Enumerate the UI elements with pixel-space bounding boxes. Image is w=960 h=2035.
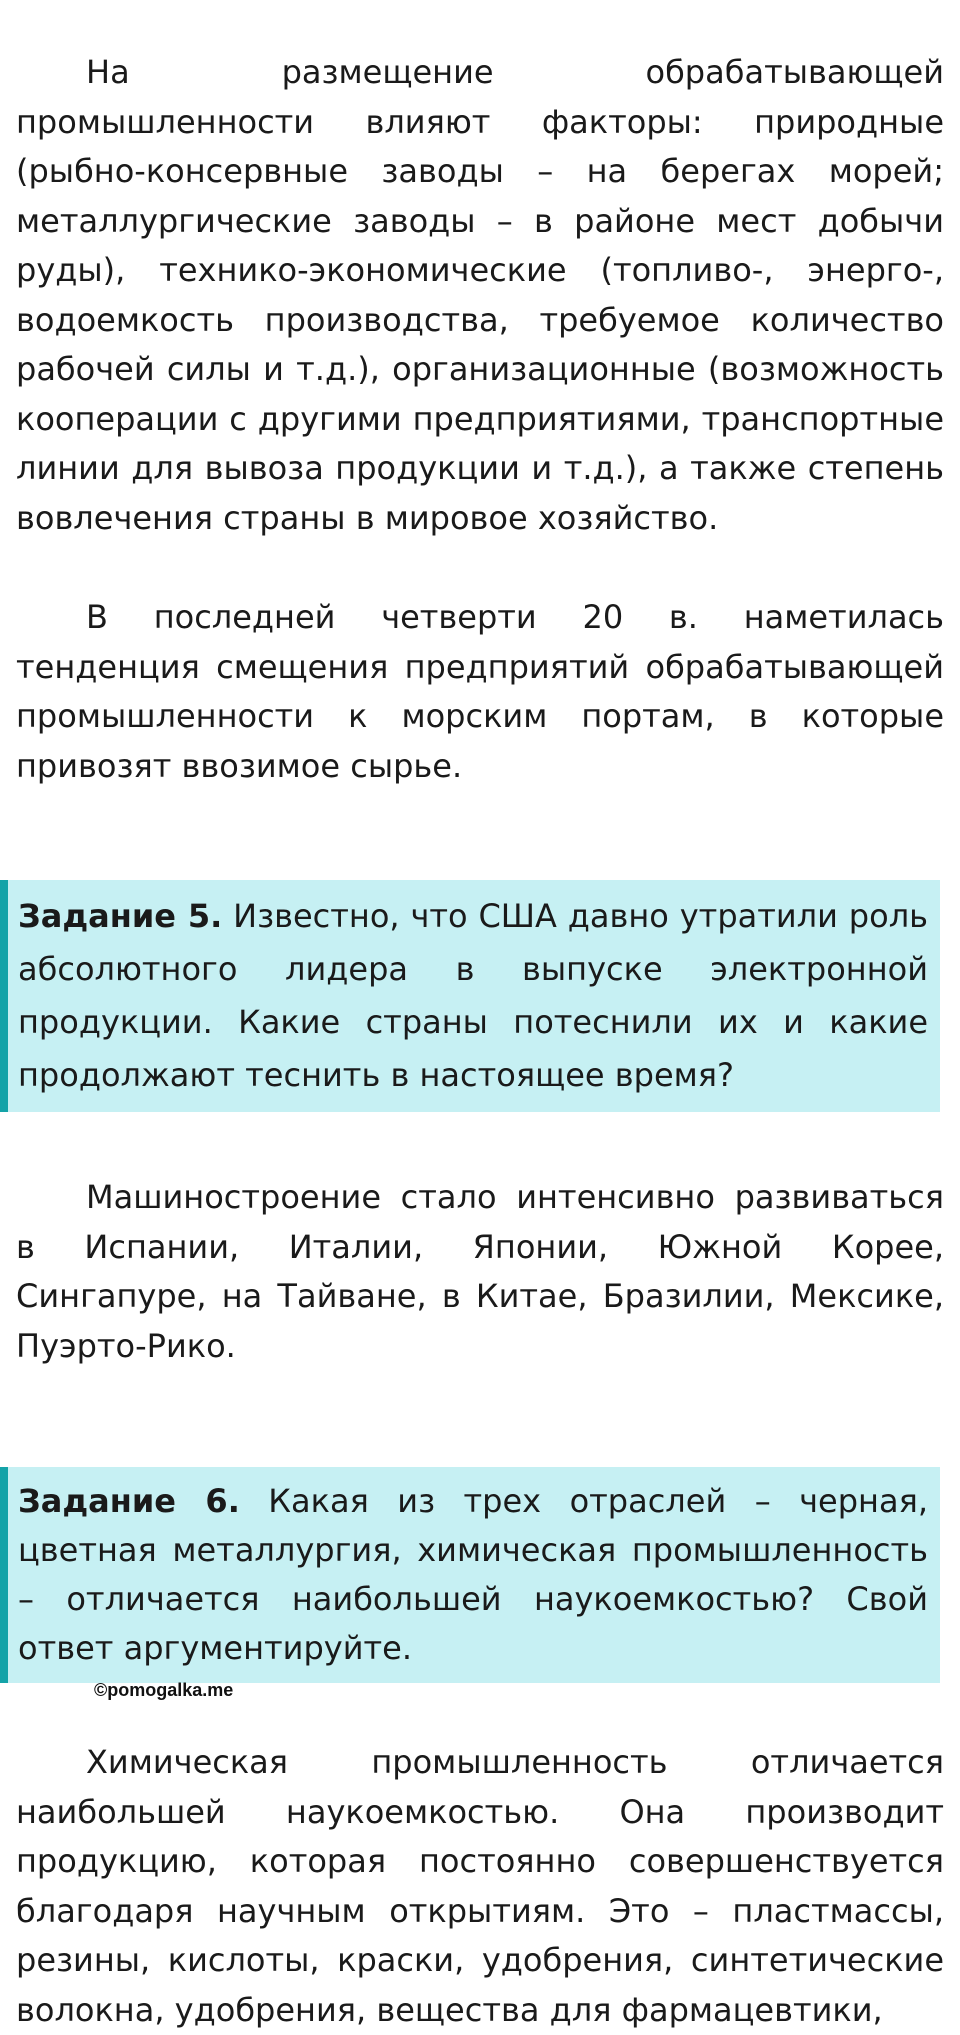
paragraph-text: На размещение обрабатывающей промышленности влияют факторы: природные (рыбно-консервные заводы – на берегах морей; металлургические заводы – в районе мест добычи руды), технико-экономические (топливо-, энерго-, водоемкость производства, требуемое количество рабочей силы и т.д.), организационные (возможность кооперации с другими предприятиями, транспортные линии для вывоза продукции и т.д.), а также степень вовлечения страны в мировое хозяйство. xyxy=(16,53,944,537)
paragraph-port-trend xyxy=(16,593,944,791)
task-6-box xyxy=(0,1467,940,1683)
task-5-box xyxy=(0,880,940,1112)
task-5-question xyxy=(18,890,928,1102)
task-6-question xyxy=(18,1477,928,1673)
task-6-text: Какая из трех отраслей – черная, цветная металлургия, химическая промышленность – отличается наибольшей наукоемкостью? Свой ответ аргументируйте. xyxy=(18,1482,928,1667)
paragraph-text: В последней четверти 20 в. наметилась тенденция смещения предприятий обрабатывающей промышленности к морским портам, в которые привозят ввозимое сырье. xyxy=(16,598,944,785)
paragraph-machine-building xyxy=(16,1173,944,1371)
paragraph-chemical-industry xyxy=(16,1738,944,2035)
task-5-label: Задание 5. xyxy=(18,897,223,935)
paragraph-manufacturing-factors xyxy=(16,48,944,543)
task-6-label: Задание 6. xyxy=(18,1482,240,1520)
watermark: ©pomogalka.me xyxy=(94,1680,234,1700)
paragraph-text: Машиностроение стало интенсивно развиваться в Испании, Италии, Японии, Южной Корее, Сингапуре, на Тайване, в Китае, Бразилии, Мексике, Пуэрто-Рико. xyxy=(16,1178,944,1365)
task-5-text: Известно, что США давно утратили роль абсолютного лидера в выпуске электронной продукции. Какие страны потеснили их и какие продолжают теснить в настоящее время? xyxy=(18,897,929,1094)
paragraph-text: Химическая промышленность отличается наибольшей наукоемкостью. Она производит продукцию, которая постоянно совершенствуется благодаря научным открытиям. Это – пластмассы, резины, кислоты, краски, удобрения, синтетические волокна, удобрения, вещества для фармацевтики, xyxy=(16,1743,944,2029)
